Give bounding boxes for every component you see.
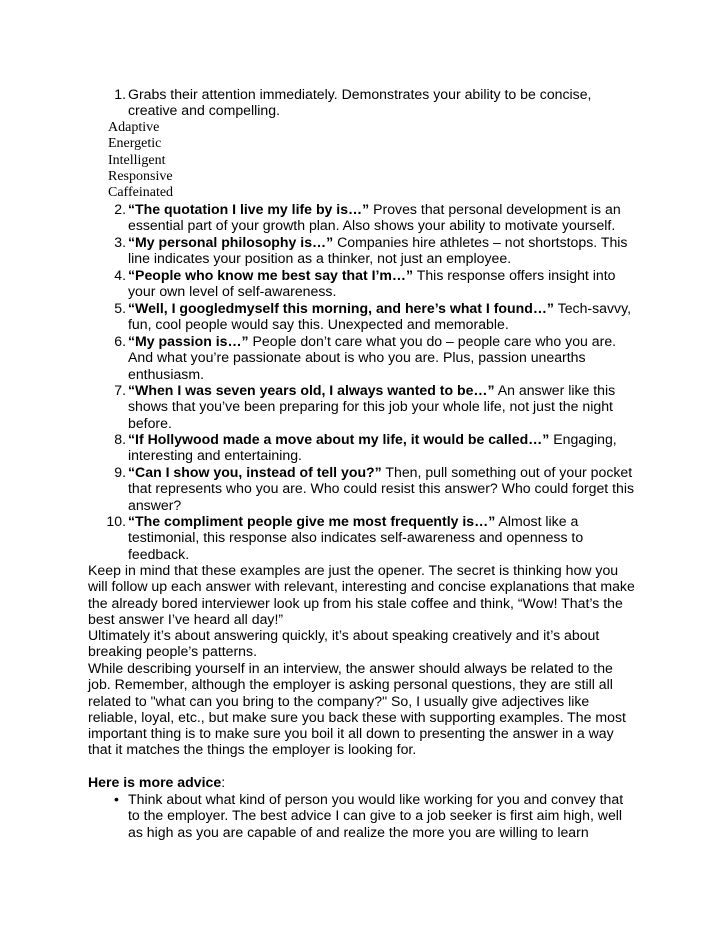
text-line: Keep in mind that these examples are just the opener. The secret is thinking how you bbox=[88, 562, 619, 578]
list-number: 5. bbox=[114, 300, 126, 316]
list-number: 4. bbox=[114, 267, 126, 283]
heading-text: Here is more advice bbox=[88, 774, 222, 790]
text-line: Engaging, bbox=[549, 431, 617, 447]
adjective: Caffeinated bbox=[108, 185, 174, 201]
list-item-text bbox=[128, 300, 652, 333]
text-line: to the employer. The best advice I can give to a job seeker is first aim high, well bbox=[128, 807, 623, 824]
text-line: related to "what can you bring to the company?" So, I usually give adjectives like bbox=[88, 692, 590, 709]
list-item-text bbox=[128, 382, 652, 431]
list-number: 8. bbox=[114, 431, 126, 447]
text-line: Grabs their attention immediately. Demonstrates your ability to be concise, bbox=[128, 86, 592, 102]
text-line: answer? bbox=[128, 496, 182, 513]
bullet-item bbox=[100, 791, 660, 840]
list-item-text bbox=[128, 464, 652, 513]
paragraph-opener bbox=[88, 562, 668, 627]
text-line: best answer I’ve heard all day!” bbox=[88, 610, 284, 627]
list-item-1 bbox=[104, 86, 652, 119]
text-line: Tech-savvy, bbox=[553, 300, 632, 316]
list-item-text bbox=[128, 513, 652, 562]
text-line: feedback. bbox=[128, 545, 190, 562]
text-line: Proves that personal development is an bbox=[369, 201, 621, 217]
list-item-text bbox=[128, 86, 652, 119]
text-line: This response offers insight into bbox=[413, 267, 616, 283]
heading-colon: : bbox=[221, 774, 226, 790]
list-number: 1. bbox=[114, 86, 126, 102]
paragraph-describing bbox=[88, 660, 668, 758]
list-item-6 bbox=[104, 333, 652, 382]
list-item-2 bbox=[104, 201, 652, 234]
list-item-text bbox=[128, 234, 652, 267]
text-line: Then, pull something out of your pocket bbox=[381, 464, 633, 480]
text-line: While describing yourself in an interview, the answer should always be related to the bbox=[88, 660, 613, 676]
list-item-3 bbox=[104, 234, 652, 267]
list-item-10 bbox=[104, 513, 652, 562]
list-item-7 bbox=[104, 382, 652, 431]
list-item-text bbox=[128, 201, 652, 234]
list-number: 3. bbox=[114, 234, 126, 250]
text-line: breaking people’s patterns. bbox=[88, 643, 257, 660]
list-number: 2. bbox=[114, 201, 126, 217]
text-line: essential part of your growth plan. Also shows your ability to motivate yourself. bbox=[128, 217, 616, 234]
list-number: 7. bbox=[114, 382, 126, 398]
adjective: Intelligent bbox=[108, 152, 166, 168]
text-line: testimonial, this response also indicates self-awareness and openness to bbox=[128, 529, 584, 546]
adjective: Energetic bbox=[108, 136, 162, 152]
text-line: Think about what kind of person you would like working for you and convey that bbox=[128, 791, 624, 807]
paragraph-ultimately bbox=[88, 627, 668, 660]
text-line: An answer like this bbox=[494, 382, 616, 398]
text-line: creative and compelling. bbox=[128, 102, 280, 119]
quote-prompt: “The quotation I live my life by is…” bbox=[128, 201, 370, 217]
list-item-text bbox=[128, 267, 652, 300]
text-line: will follow up each answer with relevant, interesting and concise explanations that make bbox=[88, 578, 635, 595]
quote-prompt: “The compliment people give me most frequently is…” bbox=[128, 513, 496, 529]
text-line: Companies hire athletes – not shortstops. This bbox=[333, 234, 628, 250]
text-line: interesting and entertaining. bbox=[128, 447, 302, 464]
bullet-icon: • bbox=[114, 791, 119, 807]
text-line: People don’t care what you do – people care who you are. bbox=[248, 333, 617, 349]
adjective: Responsive bbox=[108, 168, 173, 184]
text-line: fun, cool people would say this. Unexpected and memorable. bbox=[128, 316, 509, 333]
quote-prompt: “If Hollywood made a move about my life, it would be called…” bbox=[128, 431, 550, 447]
adjective-list bbox=[108, 120, 173, 201]
adjective: Adaptive bbox=[108, 120, 160, 135]
text-line: important thing is to make sure you boil it all down to presenting the answer in a way bbox=[88, 725, 614, 742]
quote-prompt: “My personal philosophy is…” bbox=[128, 234, 334, 250]
quote-prompt: “Can I show you, instead of tell you?” bbox=[128, 464, 382, 480]
text-line: And what you’re passionate about is who you are. Plus, passion unearths bbox=[128, 349, 586, 366]
text-line: line indicates your position as a thinker, not just an employee. bbox=[128, 250, 512, 267]
text-line: that represents who you are. Who could resist this answer? Who could forget this bbox=[128, 480, 635, 497]
list-item-text bbox=[128, 431, 652, 464]
text-line: enthusiasm. bbox=[128, 365, 204, 382]
list-item-9 bbox=[104, 464, 652, 513]
text-line: that it matches the things the employer is looking for. bbox=[88, 741, 417, 758]
list-item-5 bbox=[104, 300, 652, 333]
quote-prompt: “People who know me best say that I’m…” bbox=[128, 267, 414, 283]
text-line: Almost like a bbox=[495, 513, 579, 529]
text-line: the already bored interviewer look up from his stale coffee and think, “Wow! That’s the bbox=[88, 594, 623, 611]
text-line: your own level of self-awareness. bbox=[128, 283, 337, 300]
text-line: as high as you are capable of and realize the more you are willing to learn bbox=[128, 823, 589, 840]
text-line: shows that you’ve been preparing for this job your whole life, not just the night bbox=[128, 398, 613, 415]
bullet-text bbox=[128, 791, 660, 840]
text-line: job. Remember, although the employer is asking personal questions, they are still all bbox=[88, 676, 613, 693]
list-item-text bbox=[128, 333, 652, 382]
quote-prompt: “My passion is…” bbox=[128, 333, 249, 349]
list-number: 6. bbox=[114, 333, 126, 349]
quote-prompt: “When I was seven years old, I always wanted to be…” bbox=[128, 382, 495, 398]
list-number: 10. bbox=[106, 513, 126, 529]
advice-heading bbox=[88, 774, 668, 790]
quote-prompt: “Well, I googledmyself this morning, and here’s what I found…” bbox=[128, 300, 554, 316]
text-line: before. bbox=[128, 414, 172, 431]
text-line: reliable, loyal, etc., but make sure you back these with supporting examples. The most bbox=[88, 708, 626, 725]
list-item-8 bbox=[104, 431, 652, 464]
list-item-4 bbox=[104, 267, 652, 300]
list-number: 9. bbox=[114, 464, 126, 480]
text-line: Ultimately it’s about answering quickly, it’s about speaking creatively and it’s about bbox=[88, 627, 600, 643]
